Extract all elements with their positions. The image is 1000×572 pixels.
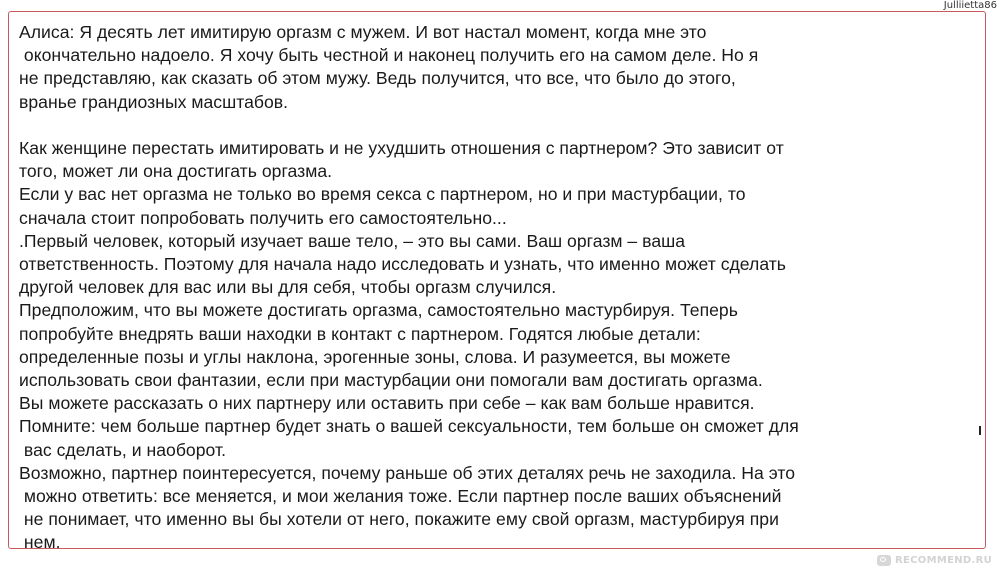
paragraph-gap bbox=[19, 114, 984, 137]
username-label: Julliietta86 bbox=[943, 0, 997, 11]
text-line: нем. bbox=[19, 532, 61, 553]
text-line: того, может ли она достигать оргазма. bbox=[19, 161, 333, 182]
text-line: .Первый человек, который изучает ваше тело, – это вы сами. Ваш оргазм – ваша bbox=[19, 230, 686, 251]
text-line: окончательно надоело. Я хочу быть честной и наконец получить его на самом деле. Но я bbox=[19, 45, 759, 66]
text-line: Если у вас нет оргазма не только во время секса с партнером, но и при мастурбации, то bbox=[19, 184, 746, 205]
text-line: вас сделать, и наоборот. bbox=[19, 439, 226, 460]
text-line: не понимает, что именно вы бы хотели от него, покажите ему свой оргазм, мастурбируя при bbox=[19, 509, 779, 530]
text-line: Помните: чем больше партнер будет знать о вашей сексуальности, тем больше он сможет для bbox=[19, 416, 799, 437]
article-text bbox=[19, 21, 984, 555]
text-line: определенные позы и углы наклона, эрогенные зоны, слова. И разумеется, вы можете bbox=[19, 346, 731, 367]
text-line: использовать свои фантазии, если при мастурбации они помогали вам достигать оргазма. bbox=[19, 370, 763, 391]
watermark-text: RECOMMEND.RU bbox=[895, 555, 992, 566]
text-line: Возможно, партнер поинтересуется, почему раньше об этих деталях речь не заходила. На это bbox=[19, 462, 796, 483]
text-line: ответственность. Поэтому для начала надо исследовать и узнать, что именно может сделать bbox=[19, 254, 786, 275]
edge-mark bbox=[979, 426, 981, 435]
text-line: Как женщине перестать имитировать и не ухудшить отношения с партнером? Это зависит от bbox=[19, 138, 784, 158]
watermark bbox=[877, 555, 992, 566]
text-line: вранье грандиозных масштабов. bbox=[19, 91, 289, 112]
text-line: можно ответить: все меняется, и мои желания тоже. Если партнер после ваших объяснений bbox=[19, 486, 782, 507]
text-line: сначала стоит попробовать получить его самостоятельно... bbox=[19, 207, 507, 228]
text-line: Вы можете рассказать о них партнеру или оставить при себе – как вам больше нравится. bbox=[19, 393, 755, 414]
text-line: другой человек для вас или вы для себя, чтобы оргазм случился. bbox=[19, 277, 557, 298]
text-line: Предположим, что вы можете достигать оргазма, самостоятельно мастурбируя. Теперь bbox=[19, 300, 738, 321]
watermark-logo-icon bbox=[877, 555, 891, 566]
text-line: Алиса: Я десять лет имитирую оргазм с мужем. И вот настал момент, когда мне это bbox=[19, 22, 707, 42]
text-line: попробуйте внедрять ваши находки в контакт с партнером. Годятся любые детали: bbox=[19, 323, 701, 344]
text-line: не представляю, как сказать об этом мужу. Ведь получится, что все, что было до этого, bbox=[19, 68, 736, 89]
